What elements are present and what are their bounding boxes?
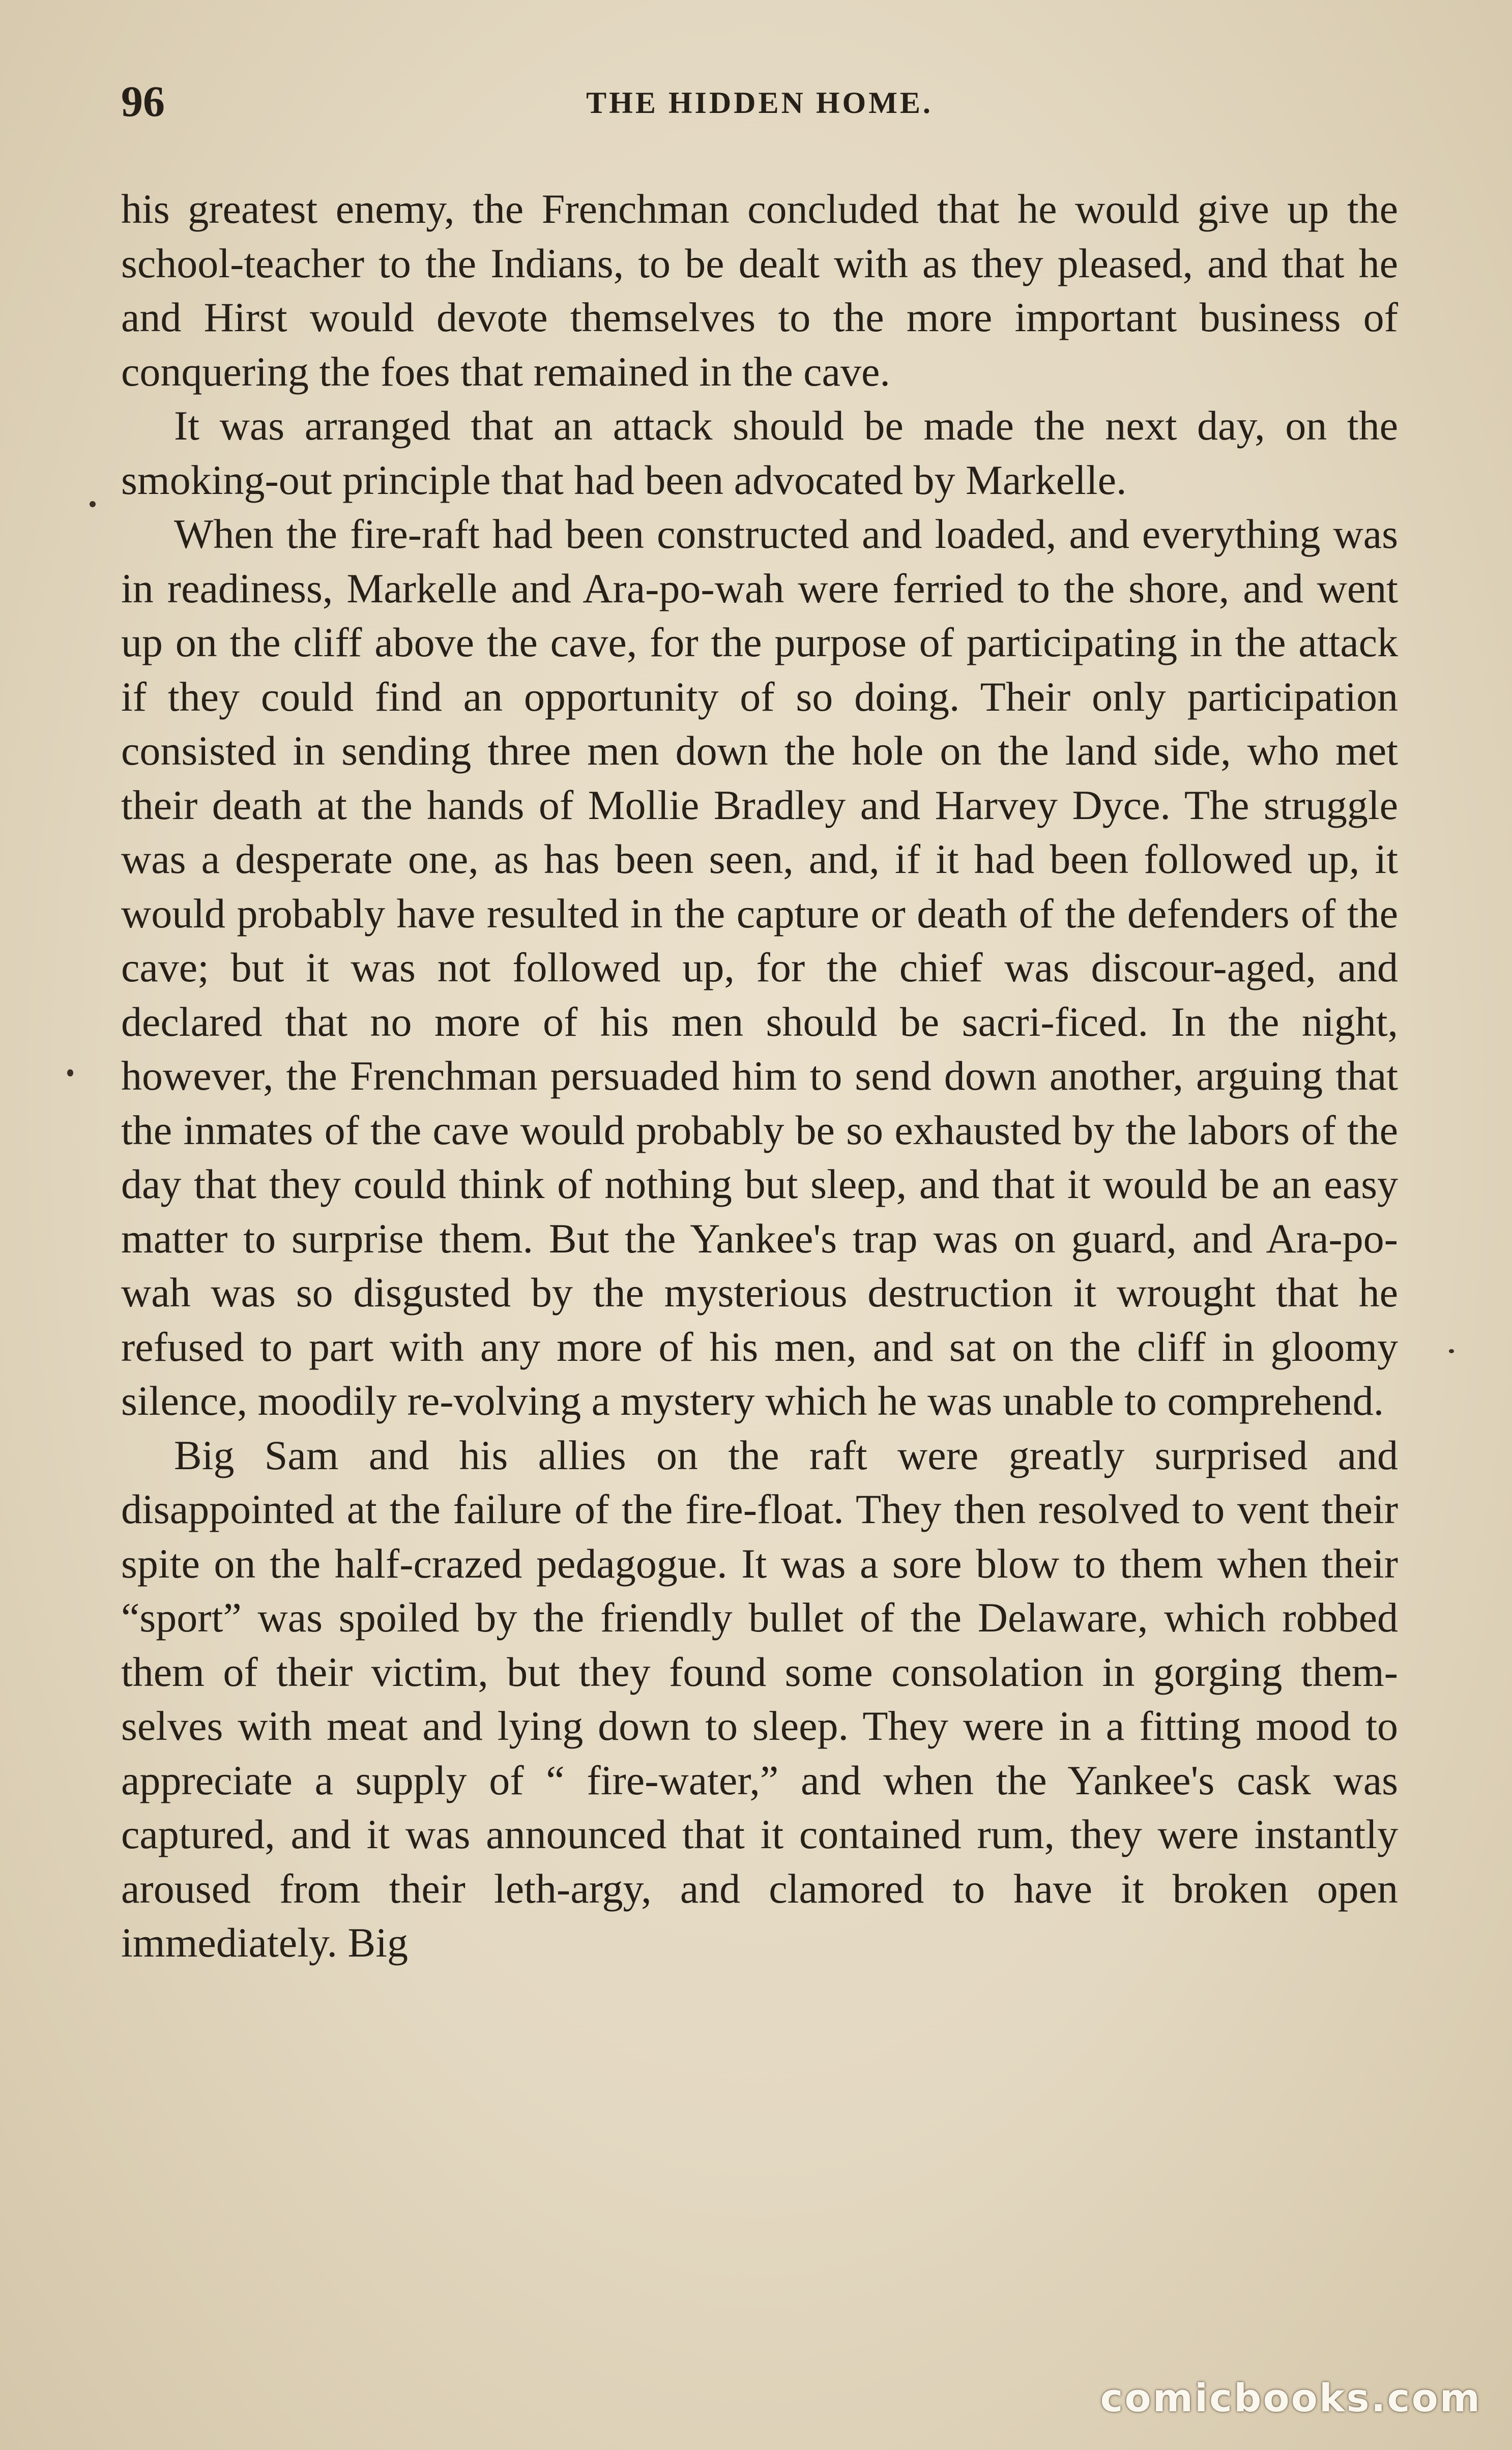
ink-speck [67, 1069, 73, 1076]
ink-speck [1449, 1349, 1454, 1353]
body-text [121, 182, 1398, 1970]
paragraph: When the fire-raft had been constructed and loaded, and everything was in readiness, Markelle and Ara-po-wah were ferried to the shore, and went up on the cliff above the cave, for the purpose of participating in the attack if they could find an opportunity of so doing. Their only participation consisted in sending three men down the hole on the land side, who met their death at the hands of Mollie Bradley and Harvey Dyce. The struggle was a desperate one, as has been seen, and, if it had been followed up, it would probably have resulted in the capture or death of the defenders of the cave; but it was not followed up, for the chief was discour-aged, and declared that no more of his men should be sacri-ficed. In the night, however, the Frenchman persuaded him to send down another, arguing that the inmates of the cave would probably be so exhausted by the labors of the day that they could think of nothing but sleep, and that it would be an easy matter to surprise them. But the Yankee's trap was on guard, and Ara-po-wah was so disgusted by the mysterious destruction it wrought that he refused to part with any more of his men, and sat on the cliff in gloomy silence, moodily re-volving a mystery which he was unable to comprehend. [121, 511, 1398, 1424]
paragraph-continued: his greatest enemy, the Frenchman concluded that he would give up the school-teacher to the Indians, to be dealt with as they pleased, and that he and Hirst would devote themselves to the more important business of conquering the foes that remained in the cave. [121, 186, 1398, 395]
paragraph: Big Sam and his allies on the raft were greatly surprised and disappointed at the failure of the fire-float. They then resolved to vent their spite on the half-crazed pedagogue. It was a sore blow to them when their “sport” was spoiled by the friendly bullet of the Delaware, which robbed them of their victim, but they found some consolation in gorging them-selves with meat and lying down to sleep. They were in a fitting mood to appreciate a supply of “ fire-water,” and when the Yankee's cask was captured, and it was announced that it contained rum, they were instantly aroused from their leth-argy, and clamored to have it broken open immediately. Big [121, 1432, 1398, 1966]
paragraph: It was arranged that an attack should be made the next day, on the smoking-out principle that had been advocated by Markelle. [121, 402, 1398, 503]
watermark: comicbooks.com [1100, 2375, 1481, 2420]
ink-speck [90, 501, 96, 507]
page-header [121, 76, 1398, 132]
page-number: 96 [121, 77, 165, 126]
running-head: THE HIDDEN HOME. [586, 86, 933, 120]
